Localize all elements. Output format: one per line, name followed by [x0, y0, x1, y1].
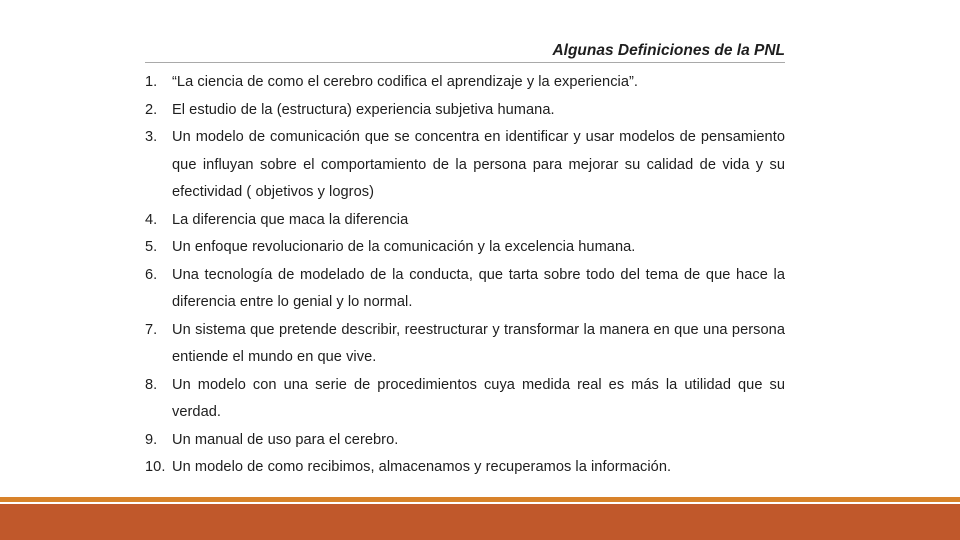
- definition-item-4: [145, 207, 785, 235]
- definition-text: Un modelo de como recibimos, almacenamos y recuperamos la información.: [172, 459, 672, 475]
- definition-number: 8.: [145, 376, 158, 393]
- definition-item-10: [145, 454, 785, 482]
- definition-text: Un modelo de comunicación que se concentra en identificar y usar modelos de pensamiento que influyan sobre el comportamiento de la persona para mejorar su calidad de vida y su efectividad ( objetivos y logros): [172, 129, 785, 200]
- definition-item-6: [145, 262, 785, 317]
- definition-item-9: [145, 427, 785, 455]
- definition-text: Un enfoque revolucionario de la comunicación y la excelencia humana.: [172, 239, 636, 255]
- definition-item-3: [145, 124, 785, 207]
- definition-text: Un sistema que pretende describir, reestructurar y transformar la manera en que una persona entiende el mundo en que vive.: [172, 321, 785, 365]
- definition-item-8: [145, 372, 785, 427]
- definitions-list: [145, 69, 785, 482]
- definition-text: La diferencia que maca la diferencia: [172, 211, 409, 228]
- definition-number: 2.: [145, 101, 158, 118]
- document-header-title: Algunas Definiciones de la PNL: [552, 42, 785, 59]
- definition-number: 1.: [145, 74, 158, 90]
- definition-text: El estudio de la (estructura) experiencia subjetiva humana.: [172, 101, 555, 118]
- definition-text: Un manual de uso para el cerebro.: [172, 431, 399, 448]
- definition-item-5: [145, 234, 785, 262]
- definition-number: 5.: [145, 239, 158, 255]
- header-divider: [145, 62, 785, 63]
- definition-text: “La ciencia de como el cerebro codifica el aprendizaje y la experiencia”.: [172, 74, 639, 90]
- definition-item-7: [145, 317, 785, 372]
- footer-accent-line: [0, 497, 960, 502]
- footer-accent-bar: [0, 504, 960, 540]
- definition-number: 9.: [145, 431, 158, 448]
- definition-number: 3.: [145, 129, 158, 145]
- definition-number: 7.: [145, 321, 158, 338]
- definition-number: 4.: [145, 211, 158, 228]
- definition-text: Un modelo con una serie de procedimientos cuya medida real es más la utilidad que su verdad.: [172, 376, 785, 420]
- definition-item-1: [145, 69, 785, 97]
- definition-number: 6.: [145, 266, 158, 283]
- definition-text: Una tecnología de modelado de la conducta, que tarta sobre todo del tema de que hace la diferencia entre lo genial y lo normal.: [172, 266, 785, 310]
- document-excerpt: [145, 40, 785, 482]
- definition-item-2: [145, 97, 785, 125]
- definition-number: 10.: [145, 459, 166, 475]
